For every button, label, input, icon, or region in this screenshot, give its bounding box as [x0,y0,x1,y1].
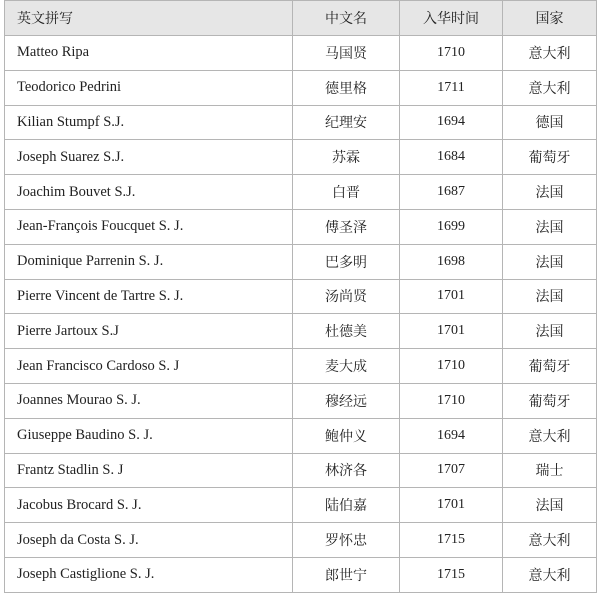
cell-chinese-name: 林济各 [293,453,400,488]
table-row [5,314,597,349]
cell-country: 意大利 [503,36,597,71]
cell-english-name: Dominique Parrenin S. J. [5,244,293,279]
cell-country: 葡萄牙 [503,349,597,384]
cell-english-name: Jean-François Foucquet S. J. [5,209,293,244]
table-row [5,209,597,244]
cell-chinese-name: 傅圣泽 [293,209,400,244]
table-row [5,453,597,488]
cell-arrival-year: 1710 [400,349,503,384]
cell-english-name: Joseph Castiglione S. J. [5,557,293,592]
table-row [5,279,597,314]
cell-english-name: Joachim Bouvet S.J. [5,175,293,210]
cell-chinese-name: 白晋 [293,175,400,210]
table-row [5,383,597,418]
cell-arrival-year: 1710 [400,383,503,418]
cell-country: 意大利 [503,523,597,558]
cell-arrival-year: 1701 [400,488,503,523]
cell-country: 葡萄牙 [503,140,597,175]
cell-english-name: Joseph Suarez S.J. [5,140,293,175]
header-arrival-year: 入华时间 [400,1,503,36]
cell-english-name: Joannes Mourao S. J. [5,383,293,418]
cell-country: 意大利 [503,557,597,592]
cell-arrival-year: 1710 [400,36,503,71]
table-row [5,418,597,453]
cell-english-name: Matteo Ripa [5,36,293,71]
cell-english-name: Teodorico Pedrini [5,70,293,105]
cell-english-name: Jacobus Brocard S. J. [5,488,293,523]
cell-arrival-year: 1694 [400,418,503,453]
cell-chinese-name: 罗怀忠 [293,523,400,558]
header-english-name: 英文拼写 [5,1,293,36]
header-chinese-name: 中文名 [293,1,400,36]
cell-chinese-name: 陆伯嘉 [293,488,400,523]
missionaries-table [4,0,597,593]
cell-chinese-name: 马国贤 [293,36,400,71]
cell-arrival-year: 1699 [400,209,503,244]
cell-country: 葡萄牙 [503,383,597,418]
cell-chinese-name: 德里格 [293,70,400,105]
table-row [5,523,597,558]
table-row [5,70,597,105]
cell-arrival-year: 1711 [400,70,503,105]
table-row [5,36,597,71]
table-header [5,1,597,36]
cell-arrival-year: 1701 [400,279,503,314]
table-row [5,557,597,592]
cell-chinese-name: 杜德美 [293,314,400,349]
cell-country: 法国 [503,314,597,349]
cell-arrival-year: 1684 [400,140,503,175]
cell-arrival-year: 1707 [400,453,503,488]
cell-chinese-name: 穆经远 [293,383,400,418]
cell-english-name: Kilian Stumpf S.J. [5,105,293,140]
table-row [5,140,597,175]
cell-english-name: Joseph da Costa S. J. [5,523,293,558]
table-row [5,105,597,140]
header-row [5,1,597,36]
cell-english-name: Giuseppe Baudino S. J. [5,418,293,453]
table-row [5,244,597,279]
cell-chinese-name: 麦大成 [293,349,400,384]
cell-country: 法国 [503,488,597,523]
cell-chinese-name: 汤尚贤 [293,279,400,314]
cell-english-name: Pierre Vincent de Tartre S. J. [5,279,293,314]
cell-country: 瑞士 [503,453,597,488]
cell-arrival-year: 1694 [400,105,503,140]
table-body [5,36,597,593]
cell-chinese-name: 纪理安 [293,105,400,140]
cell-chinese-name: 苏霖 [293,140,400,175]
cell-country: 法国 [503,244,597,279]
cell-chinese-name: 巴多明 [293,244,400,279]
cell-english-name: Frantz Stadlin S. J [5,453,293,488]
cell-chinese-name: 鲍仲义 [293,418,400,453]
table-row [5,175,597,210]
cell-arrival-year: 1701 [400,314,503,349]
cell-arrival-year: 1698 [400,244,503,279]
header-country: 国家 [503,1,597,36]
cell-arrival-year: 1715 [400,523,503,558]
table-row [5,349,597,384]
cell-arrival-year: 1687 [400,175,503,210]
cell-country: 意大利 [503,418,597,453]
cell-country: 德国 [503,105,597,140]
cell-english-name: Jean Francisco Cardoso S. J [5,349,293,384]
cell-country: 法国 [503,209,597,244]
cell-chinese-name: 郎世宁 [293,557,400,592]
cell-country: 意大利 [503,70,597,105]
cell-country: 法国 [503,175,597,210]
cell-country: 法国 [503,279,597,314]
table-row [5,488,597,523]
cell-english-name: Pierre Jartoux S.J [5,314,293,349]
cell-arrival-year: 1715 [400,557,503,592]
